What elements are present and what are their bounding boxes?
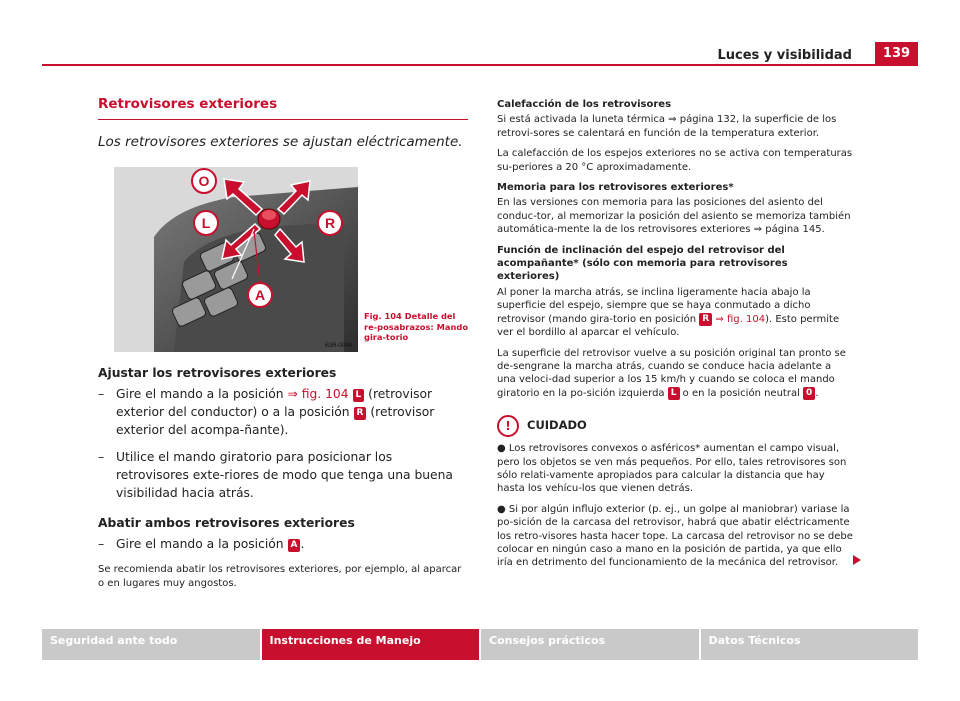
section-title: Retrovisores exteriores — [98, 96, 278, 112]
figure-104 — [98, 167, 468, 352]
section-rule — [98, 119, 468, 120]
caution-bullet: ● Si por algún influjo exterior (p. ej., un golpe al maniobrar) variase la po-sición de la carcasa del retrovisor, habrá que abatir eléctricamente los retro-visores hasta hacer tope. La carcasa del retrovisor no se debe colocar en ningún caso a mano en la posición de partida, ya que ello iría en detrimento del funcionamiento de la mecánica del retrovisor. — [497, 503, 853, 569]
caution-box — [497, 415, 853, 570]
tilt-paragraph: La superficie del retrovisor vuelve a su posición original tan pronto se de-sengrane la marcha atrás, cuando se conduce hacia adelante a una veloci-dad superior a los 15 km/h y cuando se coloca el mando giratorio en la po-sición izquierda L o en la posición neutral 0 . — [497, 347, 846, 399]
list-dash: – — [98, 387, 105, 401]
heating-paragraph: La calefacción de los espejos exteriores no se activa con temperaturas su-periores a 20 °C aproximadamente. — [497, 148, 853, 173]
tab-instrucciones[interactable]: Instrucciones de Manejo — [262, 629, 480, 660]
running-header-title: Luces y visibilidad — [717, 48, 852, 63]
list-item: – Gire el mando a la posición A . — [98, 537, 305, 551]
page-number: 139 — [875, 42, 918, 66]
note-text: Se recomienda abatir los retrovisores exteriores, por ejemplo, al aparcar o en lugares muy angostos. — [98, 564, 462, 589]
list-item: – Gire el mando a la posición ⇒ fig. 104 L (retrovisor exterior del conductor) o a la posición R (retrovisor exterior del acompa-ñante). — [98, 387, 435, 437]
tilt-paragraph: Al poner la marcha atrás, se inclina ligeramente hacia abajo la superficie del espejo, siempre que se haya conmutado a dicho retrovisor (mando gira-torio en posición R ⇒ fig. 104). Esto permite ver el bordillo al aparcar el vehículo. — [497, 286, 840, 339]
figure-label-a: A — [254, 287, 266, 303]
memory-heading: Memoria para los retrovisores exteriores* — [497, 182, 734, 194]
key-l-badge: L — [353, 389, 365, 402]
key-l-badge: L — [668, 387, 680, 400]
section-subtitle: Los retrovisores exteriores se ajustan eléctricamente. — [98, 134, 463, 150]
key-r-badge: R — [699, 313, 712, 326]
key-a-badge: A — [288, 539, 301, 552]
right-column — [497, 98, 853, 577]
fold-heading: Abatir ambos retrovisores exteriores — [98, 516, 355, 530]
figure-reference-link[interactable]: ⇒ fig. 104 — [287, 387, 349, 401]
caution-header — [497, 415, 853, 437]
tab-consejos[interactable]: Consejos prácticos — [481, 629, 699, 660]
list-dash: – — [98, 537, 105, 551]
figure-reference-link[interactable]: ⇒ fig. 104 — [715, 313, 766, 325]
list-dash: – — [98, 450, 105, 464]
tilt-heading: Función de inclinación del espejo del retrovisor del acompañante* (sólo con memoria para retrovisores exteriores) — [497, 244, 788, 283]
caution-bullet: ● Los retrovisores convexos o asféricos* aumentan el campo visual, pero los objetos se ven más pequeños. Por ello, tales retrovisores son sólo relati-vamente apropiados para calcular la distancia que hay hasta los vehícu-los que vienen detrás. — [497, 443, 847, 495]
tab-seguridad[interactable]: Seguridad ante todo — [42, 629, 260, 660]
figure-caption: Fig. 104 Detalle del re-posabrazos: Mando gira-torio — [364, 311, 469, 342]
figure-label-o: O — [198, 173, 210, 189]
mirror-control-illustration — [114, 167, 358, 352]
memory-paragraph: En las versiones con memoria para las posiciones del asiento del conduc-tor, al memorizar la posición del asiento se memoriza también automática-mente la de los retrovisores exteriores ⇒ página 145. — [497, 197, 851, 236]
left-column — [98, 96, 468, 590]
figure-illustration — [114, 167, 358, 352]
footer-tabs — [42, 629, 918, 660]
heating-heading: Calefacción de los retrovisores — [497, 99, 672, 110]
key-r-badge: R — [354, 407, 367, 420]
key-0-badge: 0 — [803, 387, 815, 400]
heating-paragraph: Si está activada la luneta térmica ⇒ página 132, la superficie de los retrovi-sores se calentará en función de la temperatura exterior. — [497, 114, 837, 139]
header-rule — [42, 64, 918, 66]
tab-datos[interactable]: Datos Técnicos — [701, 629, 919, 660]
warning-icon: ! — [497, 415, 519, 437]
list-item: – Utilice el mando giratorio para posicionar los retrovisores exte-riores de modo que tenga una buena visibilidad hacia atrás. — [98, 450, 453, 500]
figure-label-r: R — [324, 215, 336, 231]
continue-arrow-icon — [853, 555, 861, 565]
caution-title: CUIDADO — [527, 418, 587, 433]
figure-code: B3R-0094 — [324, 343, 352, 349]
figure-label-l: L — [201, 215, 211, 231]
adjust-heading: Ajustar los retrovisores exteriores — [98, 366, 337, 380]
